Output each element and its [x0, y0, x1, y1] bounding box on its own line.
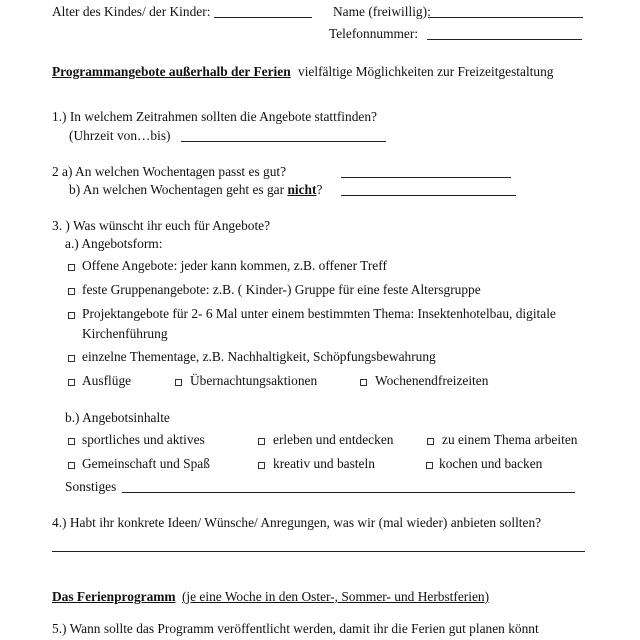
section2-title: Das Ferienprogramm	[52, 589, 176, 604]
option-trips: Ausflüge	[82, 373, 132, 388]
option-creative: kreativ und basteln	[273, 456, 375, 471]
option-projects: Projektangebote für 2- 6 Mal unter einem bestimmten Thema: Insektenhotelbau, digitale	[82, 306, 556, 321]
checkbox-topic[interactable]	[427, 438, 434, 445]
section-heading-programs	[52, 65, 553, 78]
question-2a: 2 a) An welchen Wochentagen passt es gut?	[52, 164, 287, 179]
section-heading-holiday	[52, 590, 489, 603]
question-1: 1.) In welchem Zeitrahmen sollten die Angebote stattfinden?	[52, 109, 377, 124]
option-sports: sportliches und aktives	[82, 432, 205, 447]
question-3: 3. ) Was wünscht ihr euch für Angebote?	[52, 218, 271, 233]
checkbox-community[interactable]	[68, 462, 75, 469]
checkbox-projects[interactable]	[68, 312, 75, 319]
section-title: Programmangebote außerhalb der Ferien	[52, 64, 291, 79]
checkbox-trips[interactable]	[68, 379, 75, 386]
option-community: Gemeinschaft und Spaß	[82, 456, 210, 471]
ideas-field[interactable]	[52, 551, 585, 552]
question-4: 4.) Habt ihr konkrete Ideen/ Wünsche/ Anregungen, was wir (mal wieder) anbieten sollten?	[52, 515, 542, 530]
age-label: Alter des Kindes/ der Kinder:	[52, 4, 211, 19]
option-fixed-groups: feste Gruppenangebote: z.B. ( Kinder-) Gruppe für eine feste Altersgruppe	[82, 282, 481, 297]
checkbox-cooking[interactable]	[426, 462, 433, 469]
checkbox-sports[interactable]	[68, 438, 75, 445]
weekday-bad-field[interactable]	[341, 195, 516, 196]
question-3a-label: a.) Angebotsform:	[65, 236, 163, 251]
phone-label: Telefonnummer:	[329, 26, 419, 41]
checkbox-themed-days[interactable]	[68, 355, 75, 362]
option-open-offers: Offene Angebote: jeder kann kommen, z.B. offener Treff	[82, 258, 387, 273]
question-3b-label: b.) Angebotsinhalte	[65, 410, 170, 425]
emphasis-nicht: nicht	[287, 182, 317, 197]
section2-subtitle: (je eine Woche in den Oster-, Sommer- und Herbstferien)	[181, 589, 490, 604]
checkbox-open-offers[interactable]	[68, 264, 75, 271]
question-1-sub: (Uhrzeit von…bis)	[69, 128, 171, 143]
name-label: Name (freiwillig):	[333, 4, 431, 19]
option-overnight: Übernachtungsaktionen	[190, 373, 318, 388]
question-5: 5.) Wann sollte das Programm veröffentlicht werden, damit ihr die Ferien gut planen könnt	[52, 621, 539, 636]
checkbox-fixed-groups[interactable]	[68, 288, 75, 295]
option-projects-cont: Kirchenführung	[82, 326, 168, 341]
option-explore: erleben und entdecken	[273, 432, 394, 447]
other-label: Sonstiges	[65, 479, 117, 494]
checkbox-creative[interactable]	[258, 462, 265, 469]
option-topic: zu einem Thema arbeiten	[442, 432, 578, 447]
checkbox-overnight[interactable]	[175, 379, 182, 386]
option-weekend: Wochenendfreizeiten	[375, 373, 489, 388]
time-frame-field[interactable]	[181, 141, 386, 142]
option-cooking: kochen und backen	[439, 456, 543, 471]
checkbox-weekend[interactable]	[360, 379, 367, 386]
question-2b: b) An welchen Wochentagen geht es gar nicht?	[69, 182, 323, 197]
phone-field[interactable]	[427, 39, 582, 40]
checkbox-explore[interactable]	[258, 438, 265, 445]
section-subtitle: vielfältige Möglichkeiten zur Freizeitgestaltung	[298, 64, 554, 79]
option-themed-days: einzelne Thementage, z.B. Nachhaltigkeit, Schöpfungsbewahrung	[82, 349, 436, 364]
other-field[interactable]	[122, 492, 575, 493]
name-field[interactable]	[428, 17, 583, 18]
weekday-good-field[interactable]	[341, 177, 511, 178]
age-field[interactable]	[214, 17, 312, 18]
